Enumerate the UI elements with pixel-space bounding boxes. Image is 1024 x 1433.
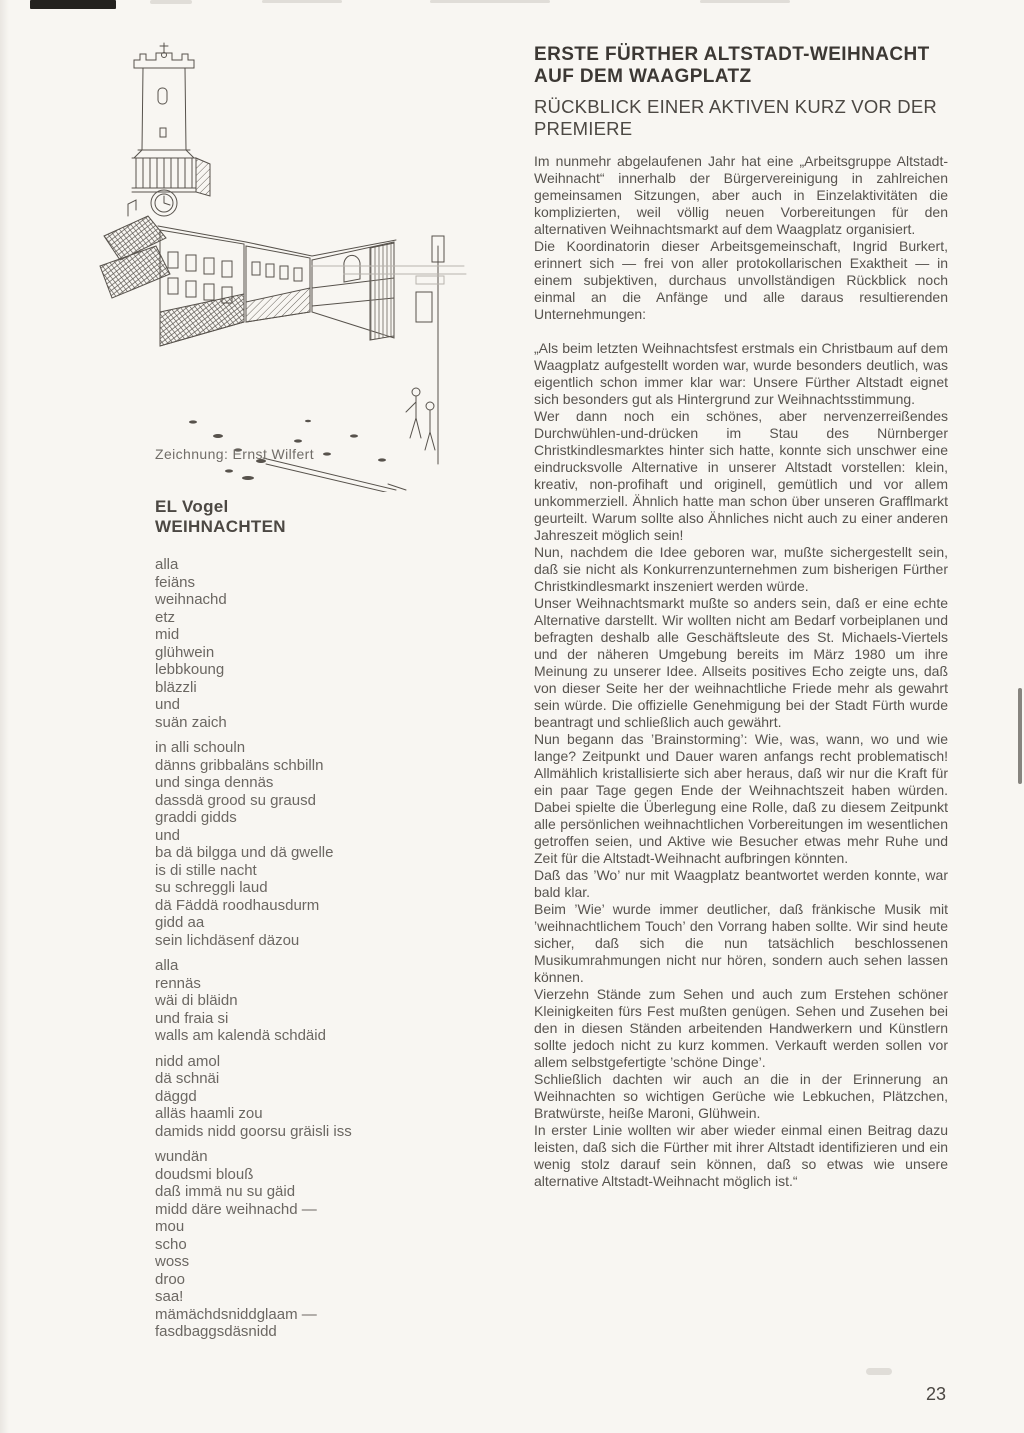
article-title [534,44,948,88]
poem-line: ba dä bilgga und dä gwelle [155,844,334,861]
poem-head [155,497,485,537]
scan-artifact-smudge [866,1368,892,1375]
scan-artifact-dash [262,0,342,3]
poem-stanza-1 [155,556,485,731]
poem-line: suän zaich [155,713,227,731]
poem-line: glühwein [155,643,215,661]
paragraph: Unser Weihnachtsmarkt mußte so anders sein, daß er eine echte Alternative darstellt. Wir wollten nicht am Bedarf vorbeiplanen und befragten deshalb alle Geschäftsleute des St. Michaels-Viertels und der näheren Umgebung bereits im März 1980 um ihre Meinung zu unserer Idee. Allseits positives Echo zeigte uns, daß von dieser Seite her der weihnachtliche Friede mehr als gewahrt sein würde. Die offizielle Genehmigung bei der Stadt Fürth wurde beantragt und schließlich auch gewährt. [534,595,948,730]
article-title-line1: ERSTE FÜRTHER ALTSTADT-WEIHNACHT [534,44,930,65]
article-title-line2: AUF DEM WAAGPLATZ [534,66,752,87]
poem-line: gidd aa [155,914,205,931]
poem-line: doudsmi blouß [155,1165,254,1183]
poem-line: sein lichdäsenf däzou [155,931,300,949]
poem-line: daß immä nu su gäid [155,1183,296,1200]
article [534,44,948,1190]
poem-line: lebbkoung [155,661,225,678]
poem-line: etz [155,608,176,626]
poem-line: alla [155,957,179,974]
poem-stanza-4 [155,1053,485,1141]
poem-line: und singa dennäs [155,774,274,791]
scan-edge-shadow [0,0,9,1433]
poem-stanza-3 [155,957,485,1045]
poem-line: rennäs [155,974,201,992]
poem-line: feiäns [155,573,196,591]
poem-line: dänns gribbaläns schbilln [155,756,324,774]
poem-line: saa! [155,1288,184,1305]
poem-line: dä Fäddä roodhausdurm [155,896,320,914]
poem [155,497,485,1349]
poem-line: alläs haamli zou [155,1105,263,1122]
paragraph: Schließlich dachten wir auch an die in der Erinnerung an Weihnachten so wichtigen Gerüche wie Lebkuchen, Plätzchen, Bratwürste, heiße Maroni, Glühwein. [534,1071,948,1121]
poem-line: droo [155,1270,186,1288]
altstadt-pen-drawing [98,40,470,492]
poem-line: und [155,826,181,844]
paragraph: „Als beim letzten Weihnachtsfest erstmals ein Christbaum auf dem Waagplatz aufgestellt worden war, wurde besonders deutlich, was eigentlich schon immer klar war: Unsere Fürther Altstadt eignet sich besonders gut als Hintergrund zur Weihnachtsstimmung. [534,340,948,407]
article-subtitle-line2: PREMIERE [534,118,633,139]
scan-artifact-top-bar [30,0,116,9]
article-subtitle [534,96,948,140]
poem-stanza-2 [155,739,485,949]
poem-line: scho [155,1235,187,1253]
poem-author: EL Vogel [155,497,229,516]
poem-line: is di stille nacht [155,861,257,879]
poem-line: dä schnäi [155,1070,220,1087]
paragraph: Die Koordinatorin dieser Arbeitsgemeinschaft, Ingrid Burkert, erinnert sich — frei von aller protokollarischen Exaktheit — in einem subjektiven, durchaus unvollständigen Rückblick noch einmal an die Anfänge und alle daraus resultierenden Unternehmungen: [534,238,948,322]
poem-line: und [155,696,181,713]
paragraph: In erster Linie wollten wir aber wieder einmal einen Beitrag dazu leisten, daß sich die Fürther mit ihrer Altstadt identifizieren und ein wenig stolz darauf sein können, daß so etwas wie unsere alternative Altstadt-Weihnacht möglich ist.“ [534,1122,948,1189]
poem-line: in alli schouln [155,739,246,756]
poem-body [155,556,485,1341]
article-body [534,153,948,1190]
poem-line: damids nidd goorsu gräisli iss [155,1122,352,1140]
poem-line: mämächdsniddglaam — [155,1305,317,1323]
paragraph: Nun, nachdem die Idee geboren war, mußte sichergestellt sein, daß sie nicht als Konkurrenzunternehmen zum bisherigen Fürther Christkindlesmarkt inszeniert werden würde. [534,544,948,594]
page-number: 23 [926,1384,947,1404]
poem-line: walls am kalendä schdäid [155,1027,326,1044]
poem-title: WEIHNACHTEN [155,517,286,536]
drawing-caption: Zeichnung: Ernst Wilfert [155,446,314,462]
paragraph: Im nunmehr abgelaufenen Jahr hat eine „Arbeitsgruppe Altstadt-Weihnacht“ innerhalb der Bürgervereinigung in zahlreichen gemeinsamen Sitzungen, aber auch in Einzelaktivitäten die komplizierten, weil völlig neuen Vorbereitungen für den alternativen Weihnachtsmarkt auf dem Waagplatz organisiert. [534,153,948,237]
poem-line: bläzzli [155,678,197,696]
scan-artifact-right-line [1018,688,1022,784]
poem-line: däggd [155,1087,197,1105]
scan-artifact-dash [700,0,790,3]
article-intro [534,153,948,323]
paragraph: Wer dann noch ein schönes, aber nervenzerreißendes Durchwühlen-und-drücken im Stau des Nürnberger Christkindlesmarktes hinter sich hatte, konnte sich unschwer eine eindrucksvolle Alternative in unserer Altstadt vorstellen: klein, kreativ, non-profihaft und originell, gemütlich und vor allem unkommerziell. Ähnlich hatte man schon über unseren Grafflmarkt geurteilt. Warum sollte also Ähnliches nicht auch zu einer anderen Jahreszeit möglich sein! [534,408,948,543]
poem-line: wundän [155,1148,208,1165]
poem-line: dassdä grood su grausd [155,791,316,809]
paragraph: Vierzehn Stände zum Sehen und auch zum Erstehen schöner Kleinigkeiten fürs Fest mußten genügen. Sehen und Zusehen bei den in diesen Ständen arbeitenden Handwerkern und Künstlern sollte jedoch nicht zu kurz kommen. Verkauft werden sollen vor allem selbstgefertigte ’schöne Dinge’. [534,986,948,1070]
paragraph: Nun begann das ’Brainstorming’: Wie, was, wann, wo und wie lange? Zeitpunkt und Dauer waren anfangs recht problematisch! Allmählich kristallisierte sich aber heraus, daß wir nur die Kraft für ein paar Tage gegen Ende der Weihnachtszeit haben würden. Dabei spielte die Überlegung eine Rolle, daß zu diesem Zeitpunkt alle persönlichen weihnachtlichen Vorbereitungen im wesentlichen getroffen seien, und Aktive wie Besucher etwas mehr Ruhe und Zeit für die Altstadt-Weihnacht aufbringen könnten. [534,731,948,866]
poem-line: mou [155,1218,185,1235]
poem-line: graddi gidds [155,809,237,826]
poem-line: alla [155,556,179,573]
paragraph: Daß das ’Wo’ nur mit Waagplatz beantwortet werden konnte, war bald klar. [534,867,948,900]
scan-artifact-dash [150,0,192,4]
poem-line: su schreggli laud [155,879,268,896]
poem-line: fasdbaggsdäsnidd [155,1323,277,1340]
scan-artifact-dash [430,0,550,3]
paragraph: Beim ’Wie’ wurde immer deutlicher, daß fränkische Musik mit ’weihnachtlichem Touch’ den Vorrang haben sollte. Wir sind heute sicher, daß sich die nun tatsächlich beschlossenen Musikumrahmungen nicht nur hören, sondern auch sehen lassen können. [534,901,948,985]
poem-line: und fraia si [155,1009,229,1027]
poem-line: weihnachd [155,591,227,608]
poem-line: midd däre weihnachd — [155,1200,317,1218]
poem-line: wäi di bläidn [155,992,238,1009]
poem-line: mid [155,626,180,643]
article-quote [534,340,948,1190]
poem-stanza-5 [155,1148,485,1341]
poem-line: woss [155,1253,190,1270]
article-subtitle-line1: RÜCKBLICK EINER AKTIVEN KURZ VOR DER [534,96,937,117]
poem-line: nidd amol [155,1052,221,1070]
